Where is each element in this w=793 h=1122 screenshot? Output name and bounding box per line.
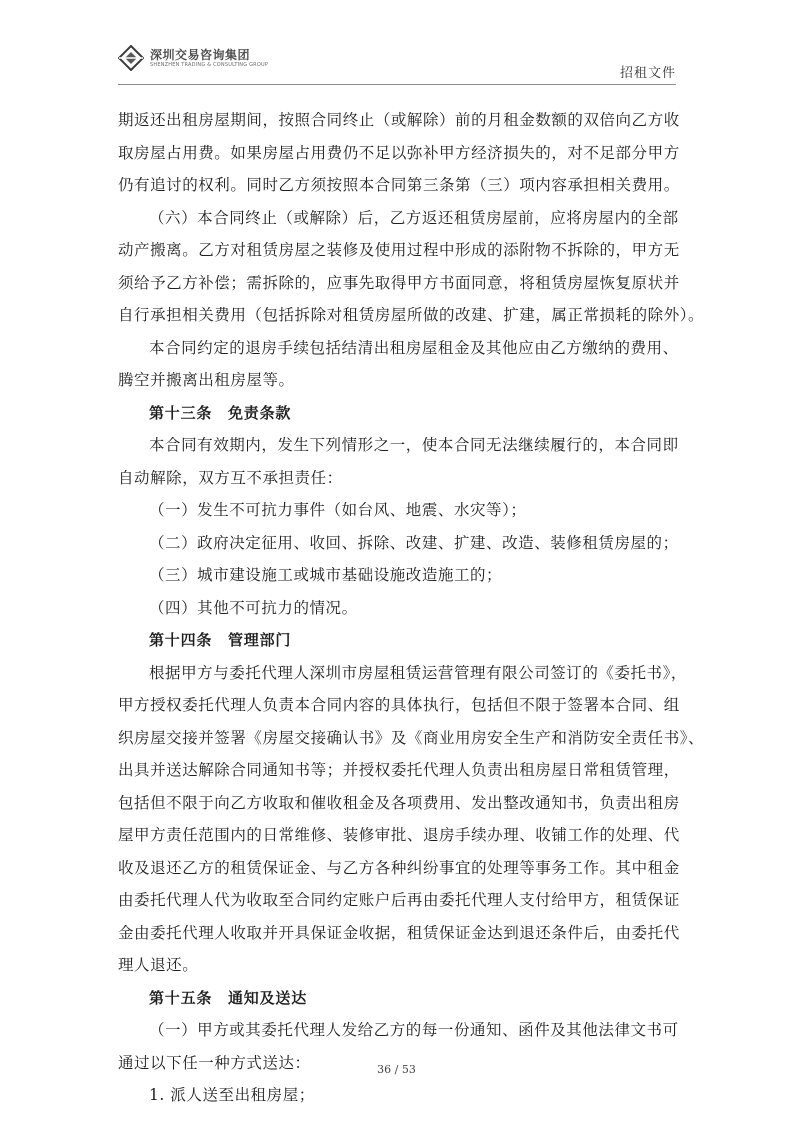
page-number: 36 / 53: [377, 1063, 416, 1076]
text-line: （六）本合同终止（或解除）后，乙方返还租赁房屋前，应将房屋内的全部: [149, 208, 679, 227]
text-line: 1. 派人送至出租房屋；: [149, 1086, 315, 1104]
text-line: 理人退还。: [118, 956, 199, 974]
text-line: 织房屋交接并签署《房屋交接确认书》及《商业用房安全生产和消防安全责任书》、: [118, 728, 705, 747]
text-line: 收及退还乙方的租赁保证金、与乙方各种纠纷事宜的处理等事务工作。其中租金: [118, 858, 680, 877]
page-header: [0, 0, 793, 90]
text-line: （一）发生不可抗力事件（如台风、地震、水灾等）；: [149, 501, 527, 519]
logo-mark-icon: [118, 45, 144, 71]
text-line: 包括但不限于向乙方收取和催收租金及各项费用、发出整改通知书，负责出租房: [118, 793, 680, 812]
document-body: [118, 104, 705, 1112]
text-line: 由委托代理人代为收取至合同约定账户后再由委托代理人支付给甲方，租赁保证: [118, 891, 680, 909]
document-type-label: 招租文件: [619, 66, 676, 81]
text-line: 期返还出租房屋期间，按照合同终止（或解除）前的月租金数额的双倍向乙方收: [118, 111, 680, 129]
text-line: 屋甲方责任范围内的日常维修、装修审批、退房手续办理、收铺工作的处理、代: [118, 826, 680, 844]
text-line: 动产搬离。乙方对租赁房屋之装修及使用过程中形成的添附物不拆除的，甲方无: [118, 241, 680, 259]
text-line: 仍有追讨的权利。同时乙方须按照本合同第三条第（三）项内容承担相关费用。: [118, 176, 680, 194]
section-heading: 第十五条 通知及送达: [149, 988, 308, 1007]
text-line: 腾空并搬离出租房屋等。: [118, 371, 295, 389]
text-line: 本合同有效期内，发生下列情形之一，使本合同无法继续履行的，本合同即: [149, 436, 679, 454]
section-heading: 第十三条 免责条款: [149, 403, 292, 422]
text-line: （二）政府决定征用、收回、拆除、改建、扩建、改造、装修租赁房屋的；: [149, 533, 679, 552]
text-line: 本合同约定的退房手续包括结清出租房屋租金及其他应由乙方缴纳的费用、: [149, 338, 679, 357]
text-line: （三）城市建设施工或城市基础设施改造施工的；: [149, 566, 503, 584]
text-line: 自行承担相关费用（包括拆除对租赁房屋所做的改建、扩建，属正常损耗的除外）。: [118, 306, 705, 324]
text-line: 取房屋占用费。如果房屋占用费仍不足以弥补甲方经济损失的，对不足部分甲方: [118, 143, 680, 162]
company-logo: [118, 38, 268, 78]
text-line: 出具并送达解除合同通知书等；并授权委托代理人负责出租房屋日常租赁管理，: [118, 761, 680, 779]
logo-name: 深圳交易咨询集团: [150, 47, 251, 62]
logo-english-name: SHENZHEN TRADING & CONSULTING GROUP: [150, 61, 269, 68]
section-heading: 第十四条 管理部门: [149, 631, 292, 649]
header-divider: [118, 84, 676, 85]
text-line: 通过以下任一种方式送达：: [118, 1053, 311, 1072]
text-line: 自动解除，双方互不承担责任：: [118, 468, 343, 487]
text-line: 根据甲方与委托代理人深圳市房屋租赁运营管理有限公司签订的《委托书》，: [149, 663, 687, 682]
text-line: 甲方授权委托代理人负责本合同内容的具体执行，包括但不限于签署本合同、组: [118, 696, 680, 714]
text-line: （一）甲方或其委托代理人发给乙方的每一份通知、函件及其他法律文书可: [149, 1021, 679, 1039]
text-line: 金由委托代理人收取并开具保证金收据，租赁保证金达到退还条件后，由委托代: [118, 923, 680, 942]
text-line: （四）其他不可抗力的情况。: [149, 598, 358, 617]
text-line: 须给予乙方补偿；需拆除的，应事先取得甲方书面同意，将租赁房屋恢复原状并: [118, 273, 680, 292]
